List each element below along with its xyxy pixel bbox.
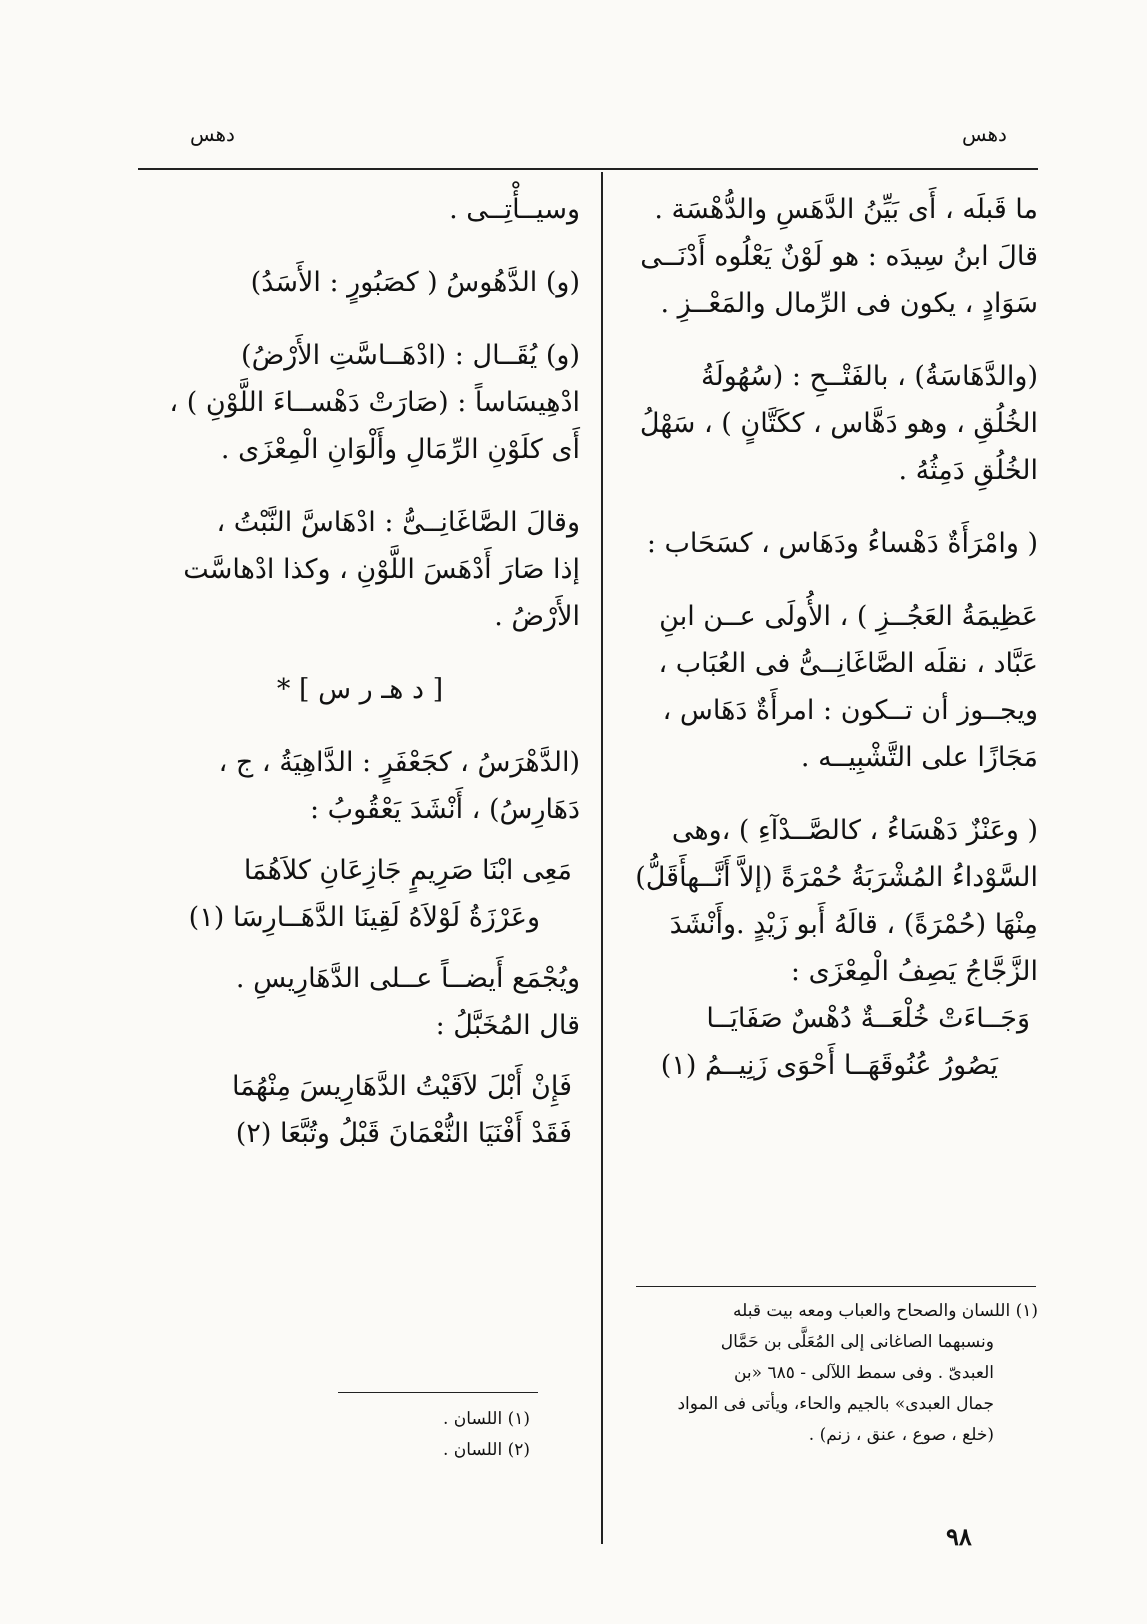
verse-line: مَعِى ابْنَا صَرِيمٍ جَازِعَانِ كلاَهُمَا bbox=[243, 855, 572, 886]
text-line: ادْهِيسَاساً : (صَارَتْ دَهْســاءَ اللَّوْنِ ) ، bbox=[169, 387, 580, 418]
footnote-line: (١) اللسان . bbox=[443, 1409, 530, 1429]
footnote-rule-right bbox=[636, 1286, 1036, 1287]
text-line: قالَ ابنُ سِيدَه : هو لَوْنٌ يَعْلُوه أَدْنَــى bbox=[640, 241, 1038, 272]
left-column bbox=[140, 186, 580, 1157]
footnote-line: (٢) اللسان . bbox=[443, 1440, 530, 1460]
text-line: الأَرْضُ . bbox=[494, 601, 580, 632]
entry-heading: [ د هـ ر س ] * bbox=[276, 674, 444, 705]
text-line: ( وعَنْزٌ دَهْسَاءُ ، كالصَّــدْآءِ ) ،وهى bbox=[671, 815, 1038, 846]
text-line: (و) الدَّهُوسُ ( كصَبُورٍ : الأَسَدُ) bbox=[250, 267, 580, 298]
header-rule bbox=[138, 168, 1038, 170]
text-line: (الدَّهْرَسُ ، كجَعْفَرٍ : الدَّاهِيَةُ ، ج ، bbox=[218, 747, 580, 778]
footnote-line: (خلع ، صوع ، عنق ، زنم) . bbox=[808, 1425, 994, 1445]
text-line: الزَّجَّاجُ يَصِفُ الْمِعْزَى : bbox=[790, 956, 1038, 987]
footnotes-left bbox=[330, 1404, 530, 1466]
text-line: ( وامْرَأَةٌ دَهْساءُ ودَهَاس ، كسَحَاب : bbox=[646, 528, 1038, 559]
column-divider bbox=[601, 172, 603, 1544]
text-line: وسيــأْتِــى . bbox=[449, 194, 580, 225]
page-number: ٩٨ bbox=[946, 1522, 972, 1551]
text-line: قال المُخَبَّلُ : bbox=[435, 1010, 580, 1041]
text-line: ويُجْمَع أَيضــاً عــلى الدَّهَارِيسِ . bbox=[235, 963, 580, 994]
footnote-line: جمال العبدى» بالجيم والحاء، ويأتى فى المواد bbox=[677, 1394, 994, 1414]
text-line: (و) يُقَــال : (ادْهَــاسَّتِ الأَرْضُ) bbox=[241, 340, 580, 371]
verse-line: وعَرْزَةُ لَوْلاَهُ لَقِينَا الدَّهَــارِسَا (١) bbox=[188, 902, 540, 933]
text-line: (والدَّهَاسَةُ) ، بالفَتْــحِ : (سُهُولَةُ bbox=[701, 361, 1038, 392]
right-column bbox=[628, 186, 1038, 1089]
text-line: أَى كلَوْنِ الرِّمَالِ وأَلْوَانِ الْمِعْزَى . bbox=[220, 434, 580, 465]
verse-line: فَقَدْ أَفْنَيَا النُّعْمَانَ قَبْلُ وتُبَّعَا (٢) bbox=[235, 1118, 572, 1149]
footnote-line: (١) اللسان والصحاح والعباب ومعه بيت قبله bbox=[733, 1301, 1038, 1321]
footnote-line: ونسبهما الصاغانى إلى المُعَلَّى بن حَمَّال bbox=[720, 1332, 994, 1352]
text-line: وقالَ الصَّاغَانِــىُّ : ادْهَاسَّ النَّبْتُ ، bbox=[216, 507, 580, 538]
text-line: عَظِيمَةُ العَجُــزِ ) ، الأُولَى عــن ابنِ bbox=[659, 601, 1038, 632]
footnote-rule-left bbox=[338, 1392, 538, 1393]
text-line: عَبَّاد ، نقلَه الصَّاغَانِــىُّ فى العُبَاب ، bbox=[658, 648, 1038, 679]
text-line: ما قَبلَه ، أَى بَيِّنُ الدَّهَسِ والدُّهْسَة . bbox=[654, 194, 1038, 225]
running-head-left: دهس bbox=[190, 122, 235, 146]
running-head-right: دهس bbox=[962, 122, 1007, 146]
verse-line: فَإِنْ أَبْلَ لاَقَيْتُ الدَّهَارِيسَ مِنْهُمَا bbox=[232, 1071, 572, 1102]
text-line: مَجَازًا على التَّشْبِيــه . bbox=[800, 742, 1038, 773]
text-line: مِنْهَا (حُمْرَةً) ، قالَهُ أَبو زَيْدٍ .وأَنْشَدَ bbox=[669, 909, 1038, 940]
text-line: الخُلُقِ ، وهو دَهَّاس ، ككَتَّانٍ ) ، سَهْلُ bbox=[639, 408, 1038, 439]
footnote-line: العبدىّ . وفى سمط اللآلى - ٦٨٥ «بن bbox=[733, 1363, 994, 1383]
text-line: السَّوْداءُ المُشْرَبَةُ حُمْرَةً (إلاَّ أَنَّــهأَقَلُّ) bbox=[635, 862, 1038, 893]
text-line: دَهَارِسُ) ، أَنْشَدَ يَعْقُوبُ : bbox=[310, 794, 580, 825]
footnotes-right bbox=[630, 1296, 1038, 1451]
text-line: ويجــوز أن تــكون : امرأَةٌ دَهَاس ، bbox=[662, 695, 1038, 726]
text-line: إذا صَارَ أَدْهَسَ اللَّوْنِ ، وكذا ادْهاسَّت bbox=[183, 554, 580, 585]
text-line: سَوَادٍ ، يكون فى الرِّمال والمَعْــزِ . bbox=[660, 288, 1038, 319]
text-line: الخُلُقِ دَمِثُهُ . bbox=[898, 455, 1038, 486]
verse-line: وَجَــاءَتْ خُلْعَــةٌ دُهْسٌ صَفَايَــا bbox=[706, 1003, 1030, 1034]
verse-line: يَصُورُ عُنُوقَهَــا أَحْوَى زَنِيــمُ (١) bbox=[660, 1050, 998, 1081]
